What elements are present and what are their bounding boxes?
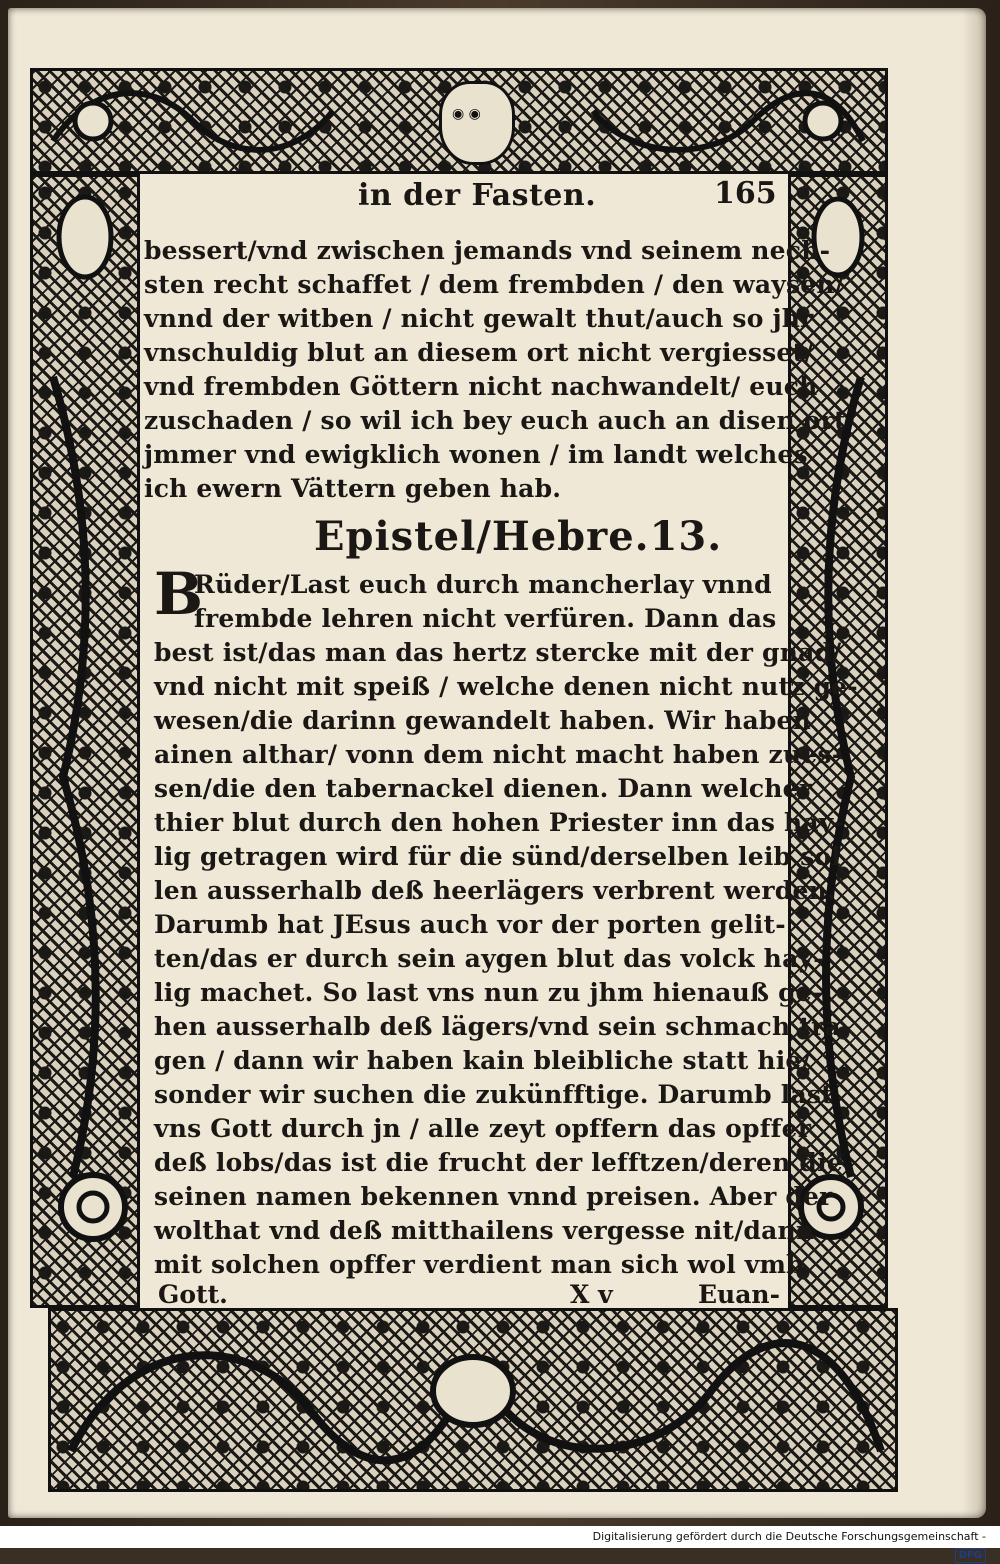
text-line: gen / dann wir haben kain bleibliche statt hie/: [154, 1046, 811, 1075]
text-line: vnnd der witben / nicht gewalt thut/auch so jhr: [144, 304, 814, 333]
digitization-credit: [560, 1528, 992, 1561]
signature-mark: X v: [570, 1280, 613, 1309]
woodcut-border-left: [30, 174, 140, 1308]
text-line: best ist/das man das hertz stercke mit der gnad/: [154, 638, 842, 667]
text-line: len ausserhalb deß heerlägers verbrent werden.: [154, 876, 836, 905]
text-line: ainen althar/ vonn dem nicht macht haben zues-: [154, 740, 843, 769]
text-line: zuschaden / so wil ich bey euch auch an disen ort: [144, 406, 846, 435]
running-head: [144, 176, 777, 226]
text-line: lig getragen wird für die sünd/derselben leib sol: [154, 842, 841, 871]
text-line: wolthat vnd deß mitthailens vergesse nit/dann: [154, 1216, 815, 1245]
text-line: deß lobs/das ist die frucht der lefftzen/deren die: [154, 1148, 843, 1177]
credit-text: Digitalisierung gefördert durch die Deutsche Forschungsgemeinschaft -: [592, 1530, 986, 1543]
section-heading: Epistel/Hebre.13.: [314, 513, 723, 560]
text-line: vnd frembden Göttern nicht nachwandelt/ euch: [144, 372, 818, 401]
last-word: Gott.: [158, 1280, 228, 1309]
text-line: jmmer vnd ewigklich wonen / im landt welches: [144, 440, 808, 469]
text-line: sonder wir suchen die zukünfftige. Darumb last: [154, 1080, 833, 1109]
woodcut-border-bottom: [48, 1308, 898, 1492]
text-line: sen/die den tabernackel dienen. Dann welcher: [154, 774, 813, 803]
text-line: seinen namen bekennen vnnd preisen. Aber der: [154, 1182, 833, 1211]
running-title: in der Fasten.: [358, 178, 597, 213]
dfg-logo-icon: DFG: [955, 1548, 986, 1563]
text-line: vnd nicht mit speiß / welche denen nicht nutz ge-: [154, 672, 858, 701]
text-line: frembde lehren nicht verfüren. Dann das: [194, 604, 777, 633]
text-line: bessert/vnd zwischen jemands vnd seinem nech-: [144, 236, 831, 265]
text-block: [144, 176, 858, 1309]
text-line: lig machet. So last vns nun zu jhm hienauß ge-: [154, 978, 823, 1007]
text-line: vnschuldig blut an diesem ort nicht vergiesset/: [144, 338, 814, 367]
initial-letter: B: [154, 560, 204, 628]
text-line: sten recht schaffet / dem frembden / den waysen/: [144, 270, 845, 299]
catchword: Euan-: [698, 1280, 780, 1309]
figure-column-icon: [33, 177, 137, 1305]
text-line: Rüder/Last euch durch mancherlay vnnd: [194, 570, 772, 599]
text-line: ten/das er durch sein aygen blut das volck hay-: [154, 944, 824, 973]
page-number: 165: [714, 176, 777, 211]
text-line: thier blut durch den hohen Priester inn das hay-: [154, 808, 845, 837]
animal-frieze-icon: [51, 1311, 895, 1489]
text-line: Darumb hat JEsus auch vor der porten gelit-: [154, 910, 786, 939]
woodcut-border-top: [30, 68, 888, 174]
text-line: mit solchen opffer verdient man sich wol vmb: [154, 1250, 804, 1279]
text-line: vns Gott durch jn / alle zeyt opffern das opffer: [154, 1114, 812, 1143]
face-mask-icon: [439, 81, 515, 165]
text-line: wesen/die darinn gewandelt haben. Wir haben: [154, 706, 812, 735]
book-page: [8, 8, 986, 1518]
text-line: hen ausserhalb deß lägers/vnd sein schmach tra-: [154, 1012, 852, 1041]
text-line: ich ewern Vättern geben hab.: [144, 474, 562, 503]
page-footer-line: [158, 1280, 778, 1314]
